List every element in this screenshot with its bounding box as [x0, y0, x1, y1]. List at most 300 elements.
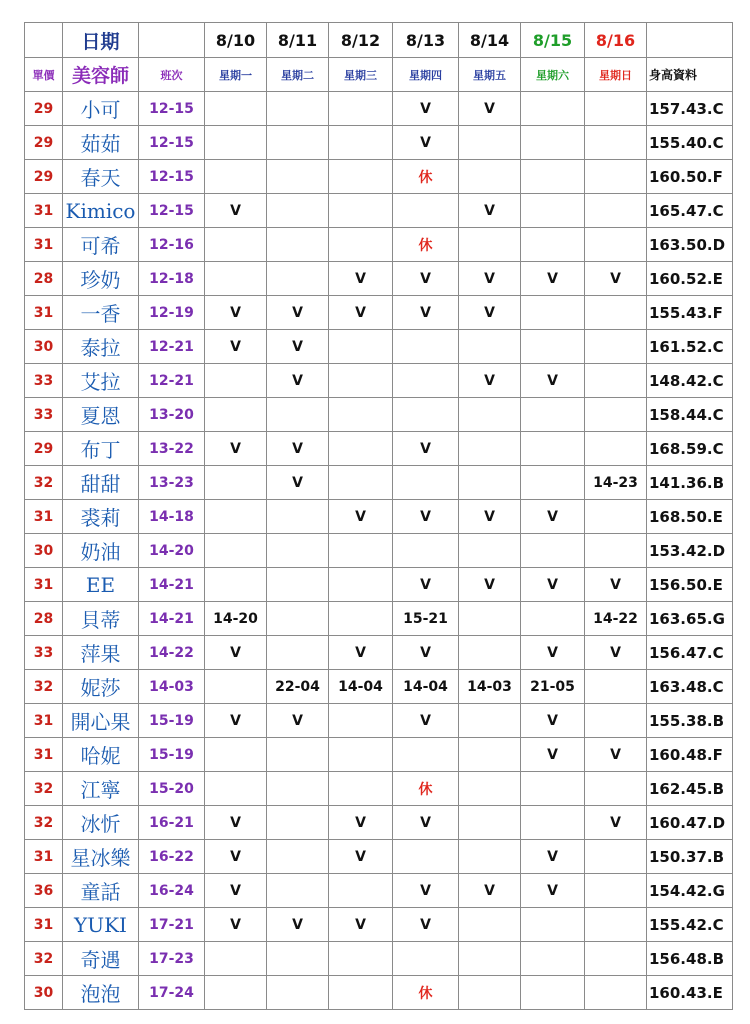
date-cell: 8/11: [267, 23, 329, 58]
shift-cell: 17-21: [139, 908, 205, 942]
price-cell: 31: [25, 228, 63, 262]
table-row: [25, 160, 733, 194]
table-row: [25, 126, 733, 160]
day-cell: [329, 398, 393, 432]
staff-name-cell: 童話: [63, 874, 139, 908]
weekday-cell: 星期五: [459, 58, 521, 92]
day-cell: V: [205, 194, 267, 228]
day-cell: [267, 500, 329, 534]
day-cell: [205, 738, 267, 772]
price-cell: 29: [25, 432, 63, 466]
height-cell: 165.47.C: [647, 194, 733, 228]
day-cell: 22-04: [267, 670, 329, 704]
day-cell: V: [521, 704, 585, 738]
height-cell: 163.48.C: [647, 670, 733, 704]
day-cell: [205, 228, 267, 262]
day-cell: 14-04: [393, 670, 459, 704]
day-cell: [329, 228, 393, 262]
day-cell: V: [585, 738, 647, 772]
day-cell: [267, 262, 329, 296]
day-cell: [205, 670, 267, 704]
day-cell: 21-05: [521, 670, 585, 704]
table-row: [25, 330, 733, 364]
day-cell: 休: [393, 976, 459, 1010]
day-cell: [459, 228, 521, 262]
day-cell: V: [393, 908, 459, 942]
day-cell: [459, 398, 521, 432]
shift-cell: 13-23: [139, 466, 205, 500]
day-cell: [329, 738, 393, 772]
day-cell: V: [329, 840, 393, 874]
height-cell: 155.38.B: [647, 704, 733, 738]
staff-label: 美容師: [63, 58, 139, 92]
staff-name-cell: YUKI: [63, 908, 139, 942]
price-cell: 28: [25, 262, 63, 296]
staff-name-cell: 布丁: [63, 432, 139, 466]
height-cell: 163.50.D: [647, 228, 733, 262]
height-cell: 155.42.C: [647, 908, 733, 942]
day-cell: V: [329, 908, 393, 942]
day-cell: V: [585, 806, 647, 840]
height-cell: 168.59.C: [647, 432, 733, 466]
price-label: 單價: [25, 58, 63, 92]
day-cell: [459, 126, 521, 160]
day-cell: [205, 262, 267, 296]
height-cell: 158.44.C: [647, 398, 733, 432]
table-row: [25, 602, 733, 636]
day-cell: [267, 976, 329, 1010]
weekday-cell-saturday: 星期六: [521, 58, 585, 92]
day-cell: [393, 942, 459, 976]
date-header-row: [25, 23, 733, 58]
date-cell: 8/14: [459, 23, 521, 58]
day-cell: [521, 92, 585, 126]
day-cell: [521, 296, 585, 330]
day-cell: 休: [393, 228, 459, 262]
day-cell: V: [205, 432, 267, 466]
staff-name-cell: 妮莎: [63, 670, 139, 704]
staff-name-cell: 可希: [63, 228, 139, 262]
shift-label: 班次: [139, 58, 205, 92]
height-cell: 153.42.D: [647, 534, 733, 568]
height-cell: 168.50.E: [647, 500, 733, 534]
table-row: [25, 670, 733, 704]
date-cell: 8/12: [329, 23, 393, 58]
day-cell: V: [205, 704, 267, 738]
price-cell: 31: [25, 568, 63, 602]
day-cell: [329, 704, 393, 738]
table-row: [25, 92, 733, 126]
day-cell: V: [459, 364, 521, 398]
day-cell: [521, 160, 585, 194]
day-cell: V: [329, 500, 393, 534]
day-cell: [521, 398, 585, 432]
shift-cell: 14-22: [139, 636, 205, 670]
date-label: 日期: [63, 23, 139, 58]
staff-name-cell: 哈妮: [63, 738, 139, 772]
day-cell: [205, 364, 267, 398]
staff-name-cell: Kimico: [63, 194, 139, 228]
day-cell: V: [393, 296, 459, 330]
day-cell: [205, 568, 267, 602]
staff-name-cell: 泡泡: [63, 976, 139, 1010]
day-cell: [267, 806, 329, 840]
day-cell: [329, 772, 393, 806]
day-cell: V: [459, 568, 521, 602]
day-cell: [459, 330, 521, 364]
height-cell: 160.43.E: [647, 976, 733, 1010]
day-cell: [521, 602, 585, 636]
price-cell: 32: [25, 942, 63, 976]
day-cell: V: [521, 636, 585, 670]
table-row: [25, 466, 733, 500]
day-cell: V: [267, 432, 329, 466]
height-cell: 155.40.C: [647, 126, 733, 160]
day-cell: [585, 398, 647, 432]
height-cell: 141.36.B: [647, 466, 733, 500]
price-cell: 31: [25, 840, 63, 874]
weekday-cell: 星期一: [205, 58, 267, 92]
staff-name-cell: 茹茹: [63, 126, 139, 160]
day-cell: V: [521, 364, 585, 398]
table-row: [25, 534, 733, 568]
weekday-header-row: [25, 58, 733, 92]
day-cell: [459, 432, 521, 466]
price-cell: 31: [25, 296, 63, 330]
table-row: [25, 908, 733, 942]
table-row: [25, 500, 733, 534]
day-cell: V: [393, 704, 459, 738]
price-cell: 28: [25, 602, 63, 636]
day-cell: [585, 942, 647, 976]
shift-cell: 16-22: [139, 840, 205, 874]
day-cell: V: [205, 908, 267, 942]
day-cell: [585, 704, 647, 738]
shift-cell: 12-18: [139, 262, 205, 296]
day-cell: V: [393, 92, 459, 126]
table-row: [25, 194, 733, 228]
shift-cell: 14-21: [139, 602, 205, 636]
shift-cell: 12-16: [139, 228, 205, 262]
shift-cell: 12-21: [139, 364, 205, 398]
shift-cell: 12-15: [139, 160, 205, 194]
shift-cell: 12-19: [139, 296, 205, 330]
price-cell: 32: [25, 772, 63, 806]
shift-cell: 16-24: [139, 874, 205, 908]
day-cell: [585, 670, 647, 704]
day-cell: [205, 500, 267, 534]
day-cell: V: [267, 296, 329, 330]
day-cell: 休: [393, 160, 459, 194]
day-cell: V: [521, 262, 585, 296]
table-row: [25, 636, 733, 670]
day-cell: V: [521, 500, 585, 534]
day-cell: V: [459, 92, 521, 126]
day-cell: [329, 534, 393, 568]
day-cell: V: [329, 262, 393, 296]
price-cell: 31: [25, 500, 63, 534]
day-cell: V: [459, 500, 521, 534]
shift-cell: 15-19: [139, 738, 205, 772]
price-cell: 33: [25, 364, 63, 398]
staff-name-cell: EE: [63, 568, 139, 602]
day-cell: [393, 466, 459, 500]
weekday-cell: 星期四: [393, 58, 459, 92]
day-cell: V: [393, 874, 459, 908]
day-cell: [393, 840, 459, 874]
shift-cell: 14-18: [139, 500, 205, 534]
day-cell: [267, 228, 329, 262]
day-cell: [267, 194, 329, 228]
staff-name-cell: 星冰樂: [63, 840, 139, 874]
day-cell: V: [393, 806, 459, 840]
day-cell: [521, 976, 585, 1010]
shift-cell: 14-20: [139, 534, 205, 568]
date-cell-saturday: 8/15: [521, 23, 585, 58]
height-cell: 154.42.G: [647, 874, 733, 908]
shift-cell: 14-03: [139, 670, 205, 704]
day-cell: [459, 466, 521, 500]
day-cell: [267, 942, 329, 976]
height-cell: 160.48.F: [647, 738, 733, 772]
day-cell: [521, 194, 585, 228]
day-cell: [521, 772, 585, 806]
price-cell: 30: [25, 534, 63, 568]
day-cell: [521, 330, 585, 364]
day-cell: [267, 840, 329, 874]
height-cell: 160.50.F: [647, 160, 733, 194]
day-cell: [521, 432, 585, 466]
day-cell: [329, 364, 393, 398]
day-cell: [205, 398, 267, 432]
day-cell: [205, 160, 267, 194]
day-cell: [521, 466, 585, 500]
day-cell: [205, 976, 267, 1010]
day-cell: V: [393, 500, 459, 534]
day-cell: V: [521, 738, 585, 772]
day-cell: [205, 466, 267, 500]
day-cell: [267, 398, 329, 432]
day-cell: [521, 126, 585, 160]
day-cell: V: [329, 636, 393, 670]
price-cell: 30: [25, 976, 63, 1010]
day-cell: [585, 534, 647, 568]
price-cell: 36: [25, 874, 63, 908]
day-cell: [205, 92, 267, 126]
price-cell: 31: [25, 738, 63, 772]
day-cell: [459, 840, 521, 874]
day-cell: [267, 160, 329, 194]
day-cell: V: [393, 568, 459, 602]
table-row: [25, 942, 733, 976]
staff-name-cell: 泰拉: [63, 330, 139, 364]
table-row: [25, 976, 733, 1010]
day-cell: [205, 126, 267, 160]
day-cell: [521, 908, 585, 942]
price-cell: 31: [25, 194, 63, 228]
day-cell: [459, 704, 521, 738]
day-cell: [329, 874, 393, 908]
day-cell: [585, 194, 647, 228]
day-cell: V: [521, 874, 585, 908]
day-cell: V: [393, 432, 459, 466]
day-cell: [329, 126, 393, 160]
day-cell: V: [205, 840, 267, 874]
day-cell: V: [585, 262, 647, 296]
blank-cell: [647, 23, 733, 58]
height-cell: 155.43.F: [647, 296, 733, 330]
day-cell: [521, 806, 585, 840]
day-cell: V: [329, 296, 393, 330]
day-cell: [521, 534, 585, 568]
shift-cell: 15-19: [139, 704, 205, 738]
day-cell: [267, 126, 329, 160]
height-cell: 157.43.C: [647, 92, 733, 126]
day-cell: [521, 228, 585, 262]
day-cell: [393, 398, 459, 432]
table-row: [25, 228, 733, 262]
day-cell: [267, 874, 329, 908]
staff-name-cell: 裘莉: [63, 500, 139, 534]
staff-name-cell: 萍果: [63, 636, 139, 670]
day-cell: [329, 92, 393, 126]
day-cell: [205, 534, 267, 568]
table-row: [25, 296, 733, 330]
day-cell: [459, 534, 521, 568]
day-cell: 15-21: [393, 602, 459, 636]
table-row: [25, 398, 733, 432]
shift-cell: 17-24: [139, 976, 205, 1010]
staff-name-cell: 一香: [63, 296, 139, 330]
day-cell: V: [329, 806, 393, 840]
table-row: [25, 806, 733, 840]
day-cell: V: [459, 262, 521, 296]
day-cell: V: [205, 296, 267, 330]
table-row: [25, 874, 733, 908]
day-cell: [585, 364, 647, 398]
staff-name-cell: 春天: [63, 160, 139, 194]
day-cell: [459, 806, 521, 840]
date-cell-sunday: 8/16: [585, 23, 647, 58]
staff-name-cell: 甜甜: [63, 466, 139, 500]
day-cell: [267, 738, 329, 772]
blank-cell: [25, 23, 63, 58]
price-cell: 29: [25, 126, 63, 160]
staff-name-cell: 夏恩: [63, 398, 139, 432]
day-cell: V: [521, 568, 585, 602]
day-cell: [459, 738, 521, 772]
day-cell: [329, 330, 393, 364]
day-cell: V: [459, 296, 521, 330]
price-cell: 31: [25, 704, 63, 738]
day-cell: [393, 534, 459, 568]
day-cell: [329, 602, 393, 636]
day-cell: [329, 976, 393, 1010]
day-cell: [205, 942, 267, 976]
table-row: [25, 772, 733, 806]
day-cell: V: [205, 636, 267, 670]
shift-cell: 15-20: [139, 772, 205, 806]
shift-cell: 13-20: [139, 398, 205, 432]
day-cell: [585, 126, 647, 160]
staff-name-cell: 貝蒂: [63, 602, 139, 636]
day-cell: [329, 194, 393, 228]
date-cell: 8/10: [205, 23, 267, 58]
day-cell: 14-23: [585, 466, 647, 500]
day-cell: V: [393, 262, 459, 296]
day-cell: [585, 976, 647, 1010]
day-cell: [585, 772, 647, 806]
day-cell: V: [459, 874, 521, 908]
staff-name-cell: 冰忻: [63, 806, 139, 840]
day-cell: V: [393, 126, 459, 160]
day-cell: [267, 636, 329, 670]
staff-name-cell: 小可: [63, 92, 139, 126]
table-row: [25, 738, 733, 772]
weekday-cell: 星期二: [267, 58, 329, 92]
day-cell: [585, 500, 647, 534]
day-cell: [585, 908, 647, 942]
shift-cell: 12-15: [139, 126, 205, 160]
day-cell: V: [521, 840, 585, 874]
day-cell: V: [585, 568, 647, 602]
day-cell: [585, 160, 647, 194]
day-cell: V: [267, 330, 329, 364]
staff-name-cell: 奇遇: [63, 942, 139, 976]
shift-cell: 14-21: [139, 568, 205, 602]
height-cell: 160.52.E: [647, 262, 733, 296]
day-cell: [585, 92, 647, 126]
staff-name-cell: 江寧: [63, 772, 139, 806]
day-cell: V: [205, 874, 267, 908]
day-cell: [459, 772, 521, 806]
weekday-cell-sunday: 星期日: [585, 58, 647, 92]
day-cell: [329, 466, 393, 500]
day-cell: V: [267, 466, 329, 500]
staff-name-cell: 開心果: [63, 704, 139, 738]
day-cell: [585, 432, 647, 466]
day-cell: [393, 738, 459, 772]
price-cell: 31: [25, 908, 63, 942]
shift-cell: 12-21: [139, 330, 205, 364]
day-cell: [521, 942, 585, 976]
table-row: [25, 262, 733, 296]
blank-cell: [139, 23, 205, 58]
day-cell: [267, 534, 329, 568]
schedule-table: [24, 22, 733, 1010]
price-cell: 33: [25, 398, 63, 432]
table-row: [25, 704, 733, 738]
day-cell: [329, 568, 393, 602]
shift-cell: 13-22: [139, 432, 205, 466]
price-cell: 30: [25, 330, 63, 364]
height-cell: 156.50.E: [647, 568, 733, 602]
day-cell: V: [267, 704, 329, 738]
day-cell: [459, 942, 521, 976]
day-cell: V: [459, 194, 521, 228]
day-cell: 14-03: [459, 670, 521, 704]
day-cell: [585, 874, 647, 908]
day-cell: V: [267, 908, 329, 942]
height-cell: 163.65.G: [647, 602, 733, 636]
day-cell: V: [267, 364, 329, 398]
day-cell: 14-20: [205, 602, 267, 636]
date-cell: 8/13: [393, 23, 459, 58]
day-cell: [329, 160, 393, 194]
price-cell: 29: [25, 160, 63, 194]
staff-name-cell: 奶油: [63, 534, 139, 568]
day-cell: [393, 364, 459, 398]
